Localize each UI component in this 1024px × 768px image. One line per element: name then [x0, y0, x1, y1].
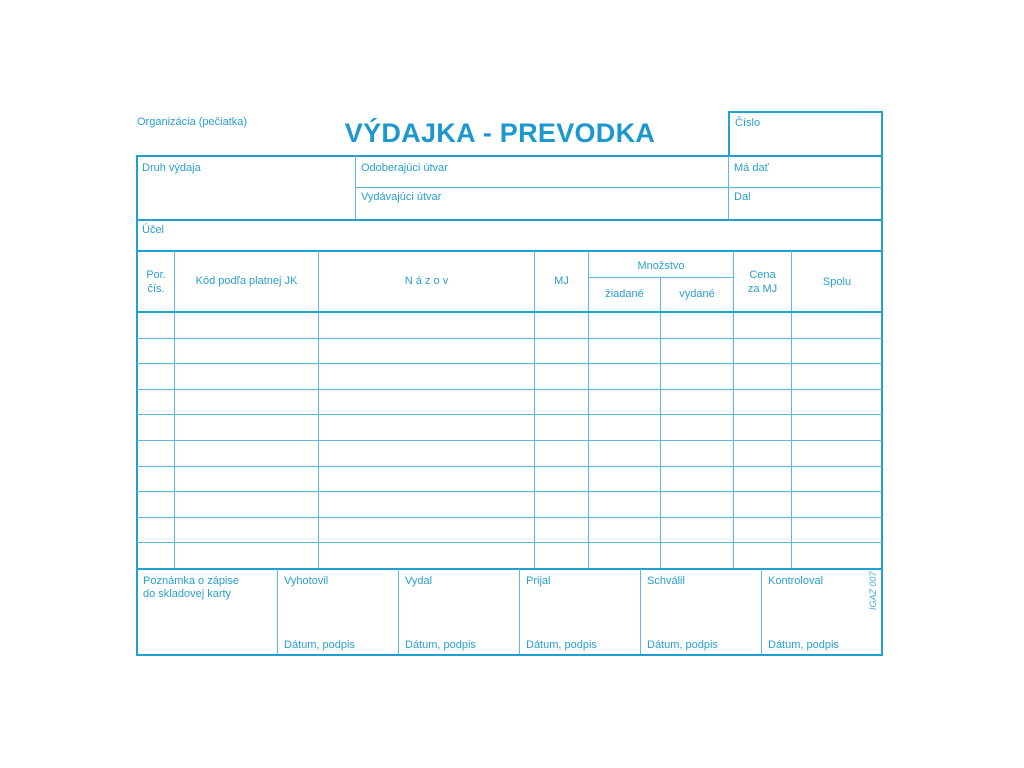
col-header-price-2: za MJ: [747, 283, 778, 295]
col-header-name: N á z o v: [404, 275, 449, 287]
col-divider-issued: [660, 278, 661, 568]
number-label: Číslo: [735, 117, 761, 129]
table-header-bottom: [137, 311, 882, 313]
approved-by-label: Schválil: [647, 575, 685, 587]
issued-by-label: Vydal: [405, 575, 433, 587]
col-header-por: Por.: [146, 269, 166, 281]
frame-bottom: [136, 654, 883, 656]
frame-top: [136, 155, 883, 157]
col-divider-name: [318, 251, 319, 568]
table-row-separator: [137, 338, 882, 339]
form-code: IGAZ 007: [868, 571, 878, 610]
col-header-requested: žiadané: [605, 288, 644, 300]
checked-by-label: Kontroloval: [768, 575, 824, 587]
credit-label: Dal: [734, 191, 751, 203]
table-row-separator: [137, 389, 882, 390]
prepared-by-label: Vyhotovil: [284, 575, 329, 587]
debit-label: Má dať: [734, 162, 769, 174]
col-divider-code: [174, 251, 175, 568]
info-divider-1: [355, 156, 356, 220]
date-signature-label: Dátum, podpis: [526, 639, 597, 651]
note-label-1: Poznámka o zápise: [143, 575, 239, 587]
received-by-label: Prijal: [526, 575, 551, 587]
table-row-separator: [137, 363, 882, 364]
number-box-top: [728, 111, 883, 113]
frame-right: [881, 111, 883, 656]
col-header-issued: vydané: [679, 288, 715, 300]
col-header-code: Kód podľa platnej JK: [195, 275, 298, 287]
issuing-unit-label: Vydávajúci útvar: [361, 191, 442, 203]
quantity-subheader-line: [589, 277, 733, 278]
table-bottom-line: [137, 568, 882, 570]
col-header-price-1: Cena: [749, 269, 776, 281]
col-header-unit: MJ: [554, 275, 569, 287]
table-row-separator: [137, 542, 882, 543]
purpose-label: Účel: [142, 224, 165, 236]
col-header-cis: čís.: [147, 283, 165, 295]
footer-divider-3: [519, 569, 520, 654]
col-header-total: Spolu: [822, 276, 852, 288]
date-signature-label: Dátum, podpis: [647, 639, 718, 651]
footer-divider-2: [398, 569, 399, 654]
form-title: VÝDAJKA - PREVODKA: [344, 118, 656, 148]
table-row-separator: [137, 466, 882, 467]
date-signature-label: Dátum, podpis: [768, 639, 839, 651]
info-bottom-line: [137, 219, 882, 221]
table-row-separator: [137, 517, 882, 518]
date-signature-label: Dátum, podpis: [284, 639, 355, 651]
frame-left: [136, 155, 138, 656]
purpose-bottom-line: [137, 250, 882, 252]
number-box-left: [728, 111, 730, 157]
footer-divider-4: [640, 569, 641, 654]
date-signature-label: Dátum, podpis: [405, 639, 476, 651]
table-row-separator: [137, 414, 882, 415]
organization-stamp-label: Organizácia (pečiatka): [137, 116, 248, 128]
table-row-separator: [137, 440, 882, 441]
footer-divider-1: [277, 569, 278, 654]
col-divider-total: [791, 251, 792, 568]
footer-divider-5: [761, 569, 762, 654]
info-divider-2: [728, 156, 729, 220]
info-middle-line: [356, 187, 882, 188]
col-divider-unit: [534, 251, 535, 568]
col-divider-price: [733, 251, 734, 568]
col-header-quantity: Množstvo: [637, 260, 685, 272]
issue-type-label: Druh výdaja: [142, 162, 201, 174]
receiving-unit-label: Odoberajúci útvar: [361, 162, 448, 174]
note-label-2: do skladovej karty: [143, 588, 232, 600]
table-row-separator: [137, 491, 882, 492]
